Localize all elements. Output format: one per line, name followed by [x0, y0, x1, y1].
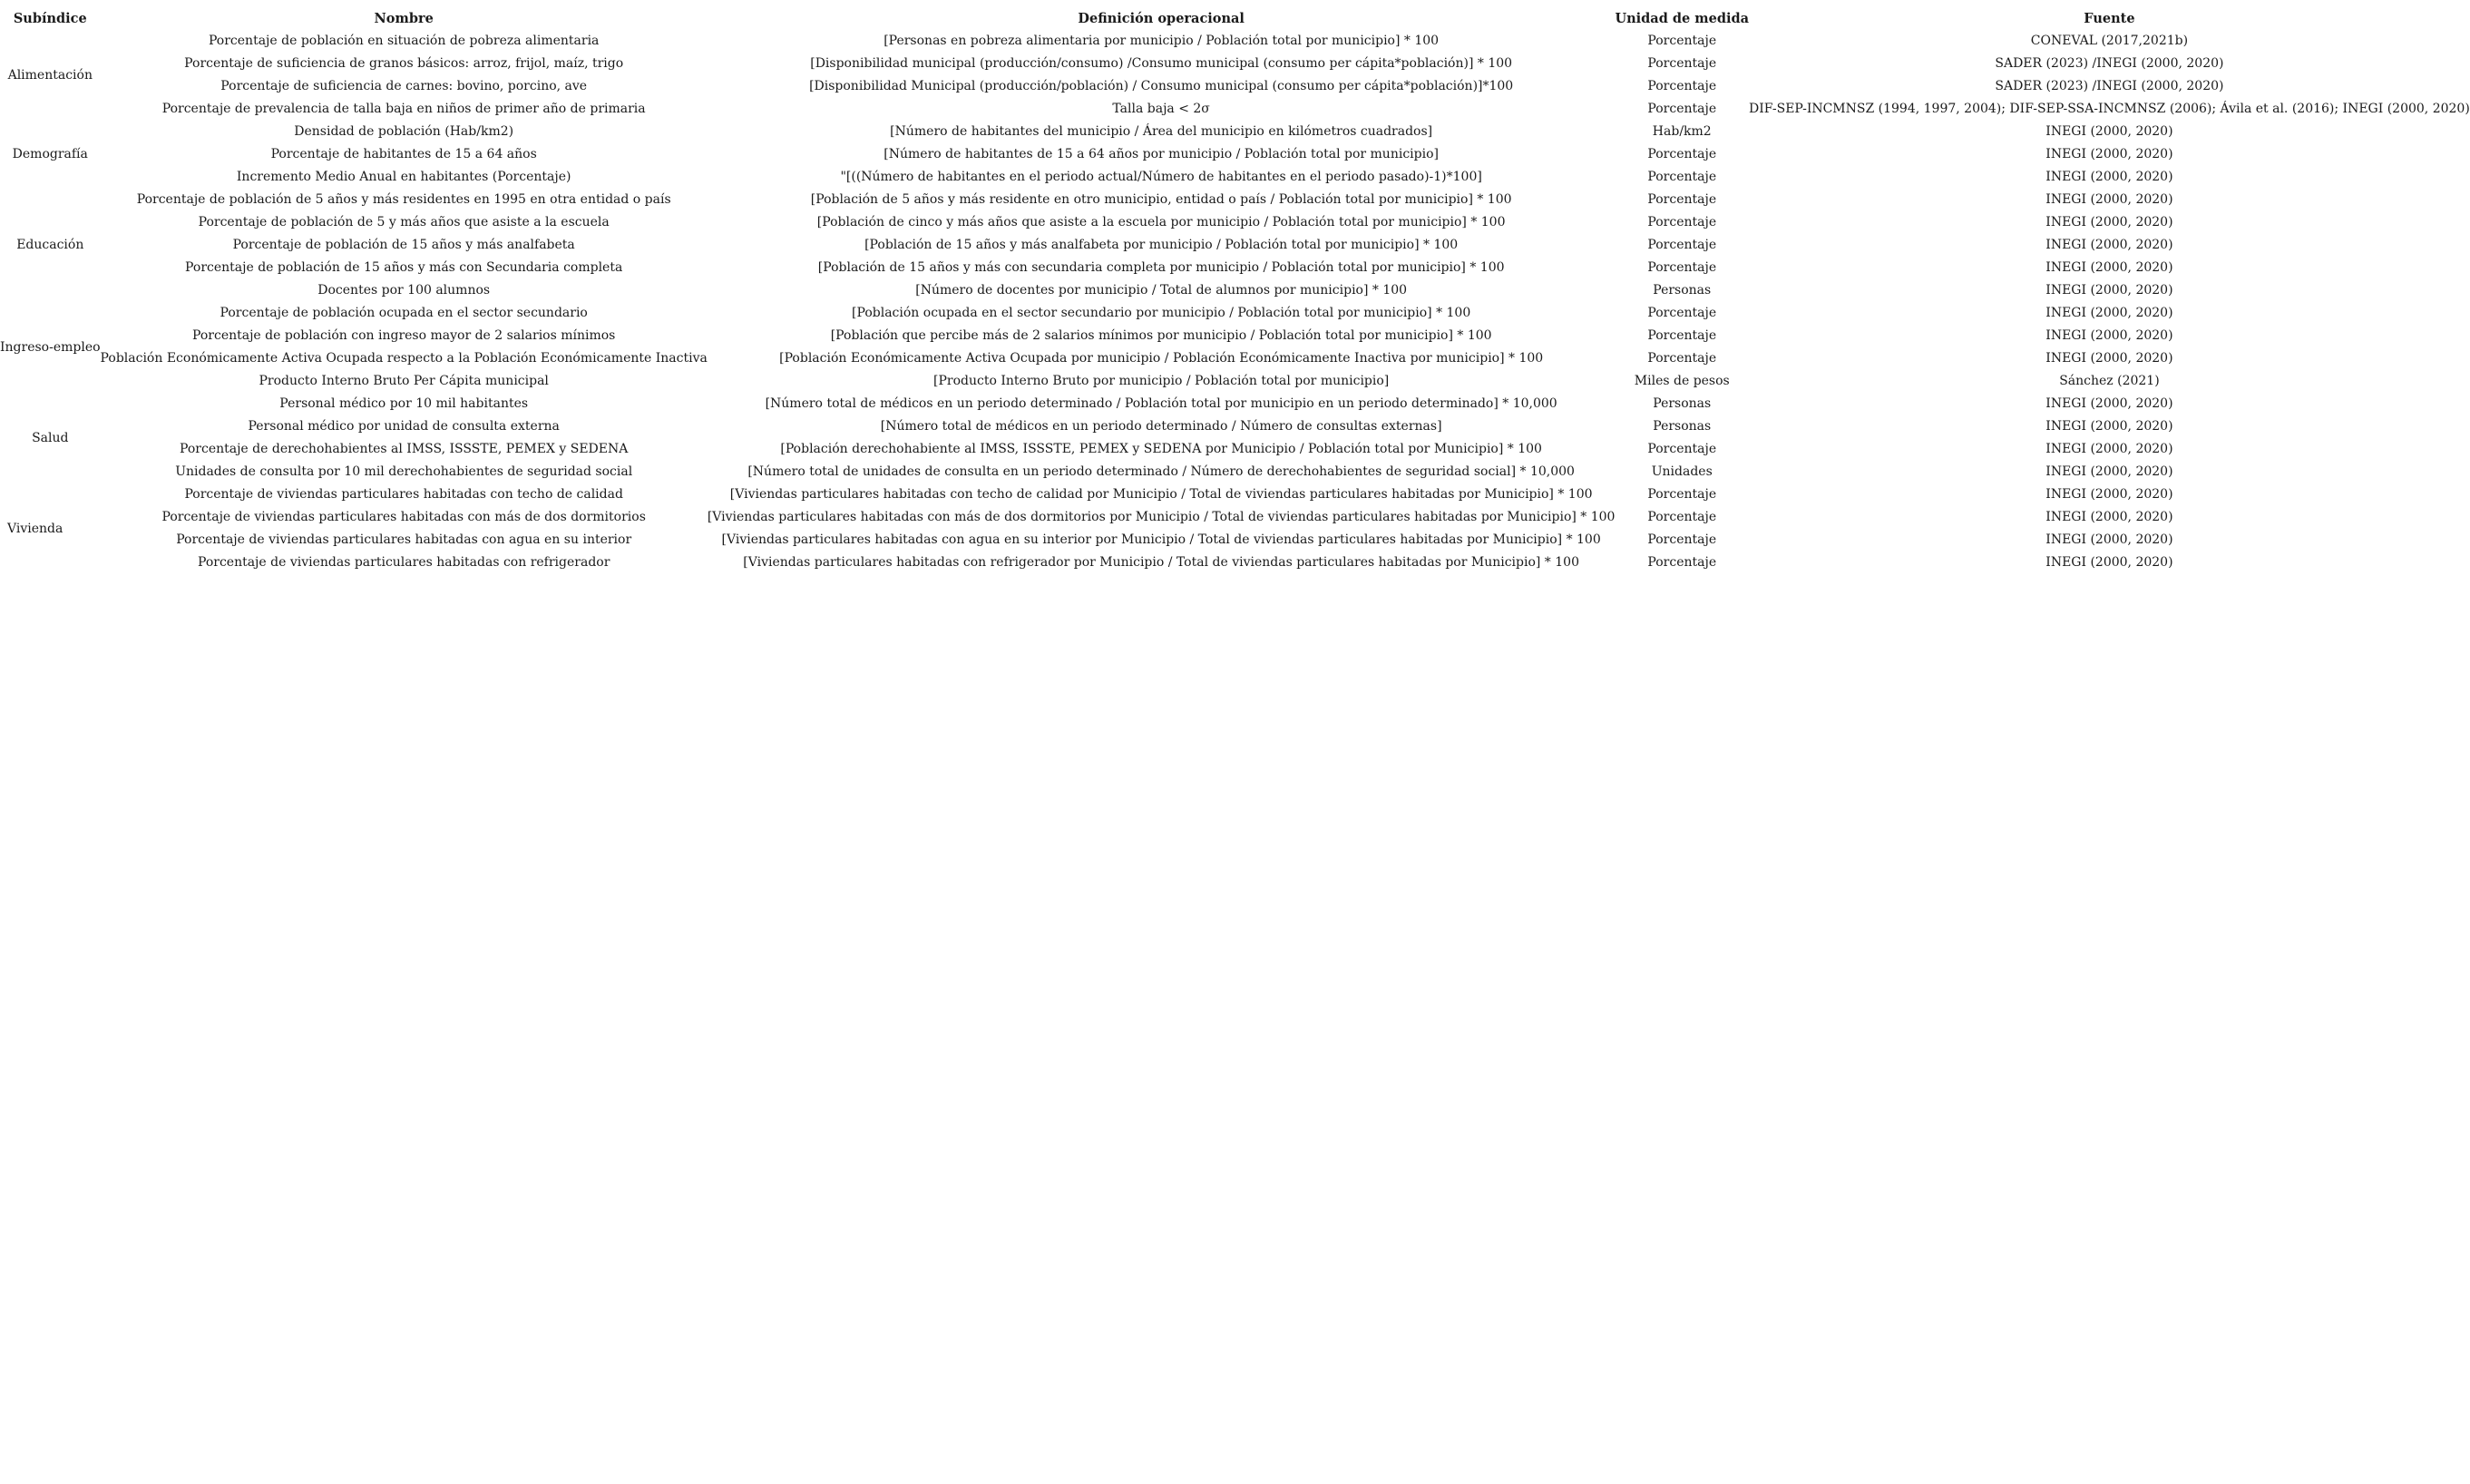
cell-unidad: Miles de pesos — [1634, 374, 1730, 388]
table-row — [0, 461, 2470, 483]
cell-definicion: [Población de cinco y más años que asiste a la escuela por municipio / Población total por municipio] * 100 — [816, 215, 1506, 229]
table-row — [0, 279, 2470, 302]
table-row — [0, 506, 2470, 529]
table-row — [0, 75, 2470, 98]
cell-unidad: Hab/km2 — [1652, 124, 1712, 139]
cell-unidad: Porcentaje — [1647, 170, 1717, 184]
table-row — [0, 552, 2470, 574]
table-row — [0, 257, 2470, 279]
cell-nombre: Porcentaje de población de 15 años y más analfabeta — [232, 238, 575, 252]
cell-unidad: Porcentaje — [1647, 555, 1717, 570]
cell-fuente: DIF-SEP-INCMNSZ (1994, 1997, 2004); DIF-SEP-SSA-INCMNSZ (2006); Ávila et al. (2016); INEGI (2000, 2020) — [1749, 102, 2470, 116]
cell-nombre: Docentes por 100 alumnos — [317, 283, 491, 298]
table-row — [0, 121, 2470, 143]
cell-nombre: Porcentaje de población de 5 y más años que asiste a la escuela — [198, 215, 610, 229]
cell-nombre: Porcentaje de suficiencia de carnes: bovino, porcino, ave — [220, 79, 588, 93]
cell-fuente: SADER (2023) /INEGI (2000, 2020) — [1995, 56, 2224, 71]
cell-fuente: INEGI (2000, 2020) — [2045, 396, 2173, 411]
indicators-table — [0, 7, 2470, 574]
cell-definicion: [Número total de unidades de consulta en un periodo determinado / Número de derechohabientes de seguridad social] * 10,000 — [747, 464, 1575, 479]
table-row — [0, 529, 2470, 552]
cell-unidad: Porcentaje — [1647, 147, 1717, 161]
subindice-label: Ingreso-empleo — [0, 339, 101, 355]
cell-definicion: [Número de habitantes del municipio / Área del municipio en kilómetros cuadrados] — [890, 124, 1433, 139]
header-row — [0, 7, 2470, 30]
cell-nombre: Porcentaje de viviendas particulares habitadas con refrigerador — [197, 555, 610, 570]
cell-unidad: Porcentaje — [1647, 215, 1717, 229]
table-row — [0, 98, 2470, 121]
cell-fuente: INEGI (2000, 2020) — [2045, 192, 2173, 207]
cell-unidad: Porcentaje — [1647, 487, 1717, 502]
cell-fuente: INEGI (2000, 2020) — [2045, 328, 2173, 343]
cell-fuente: Sánchez (2021) — [2059, 374, 2160, 388]
table-row — [0, 438, 2470, 461]
cell-unidad: Porcentaje — [1647, 532, 1717, 547]
cell-unidad: Porcentaje — [1647, 442, 1717, 456]
header-definicion: Definición operacional — [1078, 11, 1245, 26]
table-row — [0, 483, 2470, 506]
cell-unidad: Porcentaje — [1647, 260, 1717, 275]
cell-nombre: Población Económicamente Activa Ocupada respecto a la Población Económicamente Inactiva — [100, 351, 708, 366]
cell-definicion: [Número total de médicos en un periodo determinado / Población total por municipio en un periodo determinado] * 10,000 — [765, 396, 1557, 411]
cell-nombre: Densidad de población (Hab/km2) — [294, 124, 514, 139]
cell-unidad: Porcentaje — [1647, 102, 1717, 116]
cell-unidad: Porcentaje — [1647, 238, 1717, 252]
cell-definicion: [Número total de médicos en un periodo determinado / Número de consultas externas] — [880, 419, 1442, 434]
table-row — [0, 393, 2470, 415]
table-row — [0, 166, 2470, 189]
cell-nombre: Porcentaje de habitantes de 15 a 64 años — [270, 147, 537, 161]
cell-unidad: Porcentaje — [1647, 306, 1717, 320]
cell-nombre: Porcentaje de población con ingreso mayor de 2 salarios mínimos — [192, 328, 616, 343]
cell-definicion: [Población que percibe más de 2 salarios mínimos por municipio / Población total por municipio] * 100 — [830, 328, 1492, 343]
cell-definicion: [Población de 15 años y más con secundaria completa por municipio / Población total por municipio] * 100 — [817, 260, 1505, 275]
table-row — [0, 347, 2470, 370]
table-row — [0, 325, 2470, 347]
cell-definicion: [Viviendas particulares habitadas con más de dos dormitorios por Municipio / Total de viviendas particulares habitadas por Municipio] * 100 — [707, 510, 1616, 524]
cell-nombre: Porcentaje de viviendas particulares habitadas con techo de calidad — [184, 487, 623, 502]
cell-definicion: [Viviendas particulares habitadas con refrigerador por Municipio / Total de viviendas particulares habitadas por Municipio] * 100 — [743, 555, 1579, 570]
cell-nombre: Porcentaje de suficiencia de granos básicos: arroz, frijol, maíz, trigo — [184, 56, 624, 71]
cell-fuente: SADER (2023) /INEGI (2000, 2020) — [1995, 79, 2224, 93]
cell-definicion: [Personas en pobreza alimentaria por municipio / Población total por municipio] * 100 — [884, 34, 1440, 48]
table-row — [0, 30, 2470, 53]
cell-definicion: [Población Económicamente Activa Ocupada por municipio / Población Económicamente Inactiva por municipio] * 100 — [779, 351, 1544, 366]
cell-definicion: [Población de 5 años y más residente en otro municipio, entidad o país / Población total por municipio] * 100 — [810, 192, 1512, 207]
table-row — [0, 302, 2470, 325]
cell-fuente: INEGI (2000, 2020) — [2045, 170, 2173, 184]
cell-definicion: [Viviendas particulares habitadas con techo de calidad por Municipio / Total de viviendas particulares habitadas por Municipio] * 100 — [729, 487, 1593, 502]
table-row — [0, 211, 2470, 234]
cell-definicion: [Producto Interno Bruto por municipio / Población total por municipio] — [933, 374, 1390, 388]
cell-nombre: Producto Interno Bruto Per Cápita municipal — [259, 374, 549, 388]
table-row — [0, 189, 2470, 211]
cell-fuente: INEGI (2000, 2020) — [2045, 260, 2173, 275]
cell-unidad: Unidades — [1651, 464, 1713, 479]
subindice-label: Demografía — [12, 147, 88, 161]
subindice-label: Alimentación — [7, 67, 93, 83]
subindice-label: Salud — [32, 430, 69, 445]
cell-fuente: INEGI (2000, 2020) — [2045, 464, 2173, 479]
cell-fuente: INEGI (2000, 2020) — [2045, 215, 2173, 229]
cell-unidad: Personas — [1653, 396, 1712, 411]
cell-definicion: Talla baja < 2σ — [1112, 102, 1210, 116]
cell-nombre: Porcentaje de población en situación de pobreza alimentaria — [208, 34, 600, 48]
cell-nombre: Porcentaje de población de 15 años y más con Secundaria completa — [185, 260, 623, 275]
cell-nombre: Porcentaje de viviendas particulares habitadas con agua en su interior — [176, 532, 632, 547]
cell-fuente: INEGI (2000, 2020) — [2045, 147, 2173, 161]
cell-fuente: INEGI (2000, 2020) — [2045, 351, 2173, 366]
cell-nombre: Unidades de consulta por 10 mil derechohabientes de seguridad social — [175, 464, 633, 479]
cell-definicion: "[((Número de habitantes en el periodo actual/Número de habitantes en el periodo pasado)-1)*100] — [840, 170, 1482, 184]
cell-unidad: Porcentaje — [1647, 328, 1717, 343]
cell-unidad: Personas — [1653, 419, 1712, 434]
table-row — [0, 415, 2470, 438]
cell-fuente: INEGI (2000, 2020) — [2045, 510, 2173, 524]
table-body — [0, 30, 2470, 574]
subindice-label: Educación — [16, 238, 84, 252]
header-fuente: Fuente — [2084, 11, 2135, 26]
cell-definicion: [Disponibilidad municipal (producción/consumo) /Consumo municipal (consumo per cápita*población)] * 100 — [810, 56, 1513, 71]
cell-nombre: Personal médico por unidad de consulta externa — [248, 419, 560, 434]
header-subindice: Subíndice — [13, 11, 87, 26]
cell-fuente: CONEVAL (2017,2021b) — [2030, 34, 2189, 48]
cell-definicion: [Población de 15 años y más analfabeta por municipio / Población total por municipio] * 100 — [864, 238, 1459, 252]
header-nombre: Nombre — [374, 11, 434, 26]
subindice-label: Vivienda — [7, 521, 63, 536]
cell-definicion: [Población derechohabiente al IMSS, ISSSTE, PEMEX y SEDENA por Municipio / Población total por Municipio] * 100 — [780, 442, 1542, 456]
cell-nombre: Porcentaje de viviendas particulares habitadas con más de dos dormitorios — [161, 510, 646, 524]
cell-fuente: INEGI (2000, 2020) — [2045, 238, 2173, 252]
cell-fuente: INEGI (2000, 2020) — [2045, 442, 2173, 456]
cell-unidad: Porcentaje — [1647, 56, 1717, 71]
cell-fuente: INEGI (2000, 2020) — [2045, 306, 2173, 320]
table-row — [0, 370, 2470, 393]
cell-definicion: [Disponibilidad Municipal (producción/población) / Consumo municipal (consumo per cápita*población)]*100 — [809, 79, 1514, 93]
cell-unidad: Personas — [1653, 283, 1712, 298]
cell-unidad: Porcentaje — [1647, 79, 1717, 93]
cell-unidad: Porcentaje — [1647, 34, 1717, 48]
cell-fuente: INEGI (2000, 2020) — [2045, 532, 2173, 547]
cell-fuente: INEGI (2000, 2020) — [2045, 124, 2173, 139]
header-unidad: Unidad de medida — [1615, 11, 1750, 26]
table-row — [0, 143, 2470, 166]
cell-fuente: INEGI (2000, 2020) — [2045, 419, 2173, 434]
cell-nombre: Porcentaje de población ocupada en el sector secundario — [220, 306, 588, 320]
cell-nombre: Porcentaje de población de 5 años y más residentes en 1995 en otra entidad o país — [136, 192, 671, 207]
cell-fuente: INEGI (2000, 2020) — [2045, 555, 2173, 570]
cell-nombre: Incremento Medio Anual en habitantes (Porcentaje) — [236, 170, 571, 184]
cell-unidad: Porcentaje — [1647, 192, 1717, 207]
cell-fuente: INEGI (2000, 2020) — [2045, 487, 2173, 502]
cell-definicion: [Número de habitantes de 15 a 64 años por municipio / Población total por municipio] — [884, 147, 1439, 161]
cell-definicion: [Población ocupada en el sector secundario por municipio / Población total por municipio] * 100 — [852, 306, 1471, 320]
cell-definicion: [Viviendas particulares habitadas con agua en su interior por Municipio / Total de viviendas particulares habitadas por Municipio] * 100 — [721, 532, 1601, 547]
cell-definicion: [Número de docentes por municipio / Total de alumnos por municipio] * 100 — [915, 283, 1408, 298]
cell-nombre: Porcentaje de prevalencia de talla baja en niños de primer año de primaria — [161, 102, 646, 116]
table-row — [0, 53, 2470, 75]
cell-unidad: Porcentaje — [1647, 510, 1717, 524]
cell-nombre: Porcentaje de derechohabientes al IMSS, ISSSTE, PEMEX y SEDENA — [180, 442, 629, 456]
cell-unidad: Porcentaje — [1647, 351, 1717, 366]
cell-fuente: INEGI (2000, 2020) — [2045, 283, 2173, 298]
table-row — [0, 234, 2470, 257]
cell-nombre: Personal médico por 10 mil habitantes — [279, 396, 529, 411]
